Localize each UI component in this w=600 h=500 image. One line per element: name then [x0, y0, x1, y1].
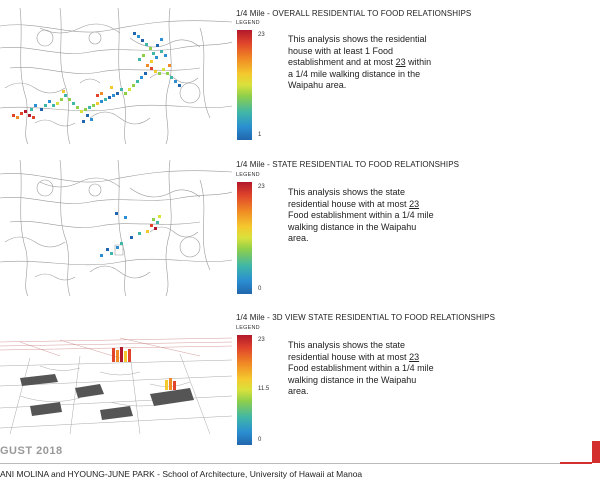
panel-title-overall: 1/4 Mile - OVERALL RESIDENTIAL TO FOOD RELATIONSHIPS	[236, 9, 472, 18]
legend-mid-3d: 11.5	[258, 386, 270, 392]
corner-accent-block	[592, 441, 600, 463]
panel-title-3d: 1/4 Mile - 3D VIEW STATE RESIDENTIAL TO FOOD RELATIONSHIPS	[236, 313, 496, 322]
legend-label-overall: LEGEND	[236, 20, 260, 26]
panel-title-state: 1/4 Mile - STATE RESIDENTIAL TO FOOD RELATIONSHIPS	[236, 160, 460, 169]
corner-accent-line	[560, 462, 592, 464]
description-state-text-b: Food establishment within a 1/4 mile walking distance in the Waipahu area.	[288, 210, 434, 244]
footer-credit: ANI MOLINA and HYOUNG-JUNE PARK - School of Architecture, University of Hawaii at Manoa	[0, 469, 363, 479]
legend-gradient-overall	[237, 30, 252, 140]
legend-max-3d: 23	[258, 337, 265, 343]
map-state-residential	[0, 160, 232, 296]
description-3d-text-a: This analysis shows the state residential house with at most	[288, 340, 410, 362]
legend-gradient-state	[237, 182, 252, 294]
description-overall-text-a: This analysis shows the residential house with at least 1 Food establishment and at most	[288, 34, 427, 68]
legend-label-3d: LEGEND	[236, 325, 260, 331]
description-overall	[288, 34, 438, 92]
legend-max-overall: 23	[258, 32, 265, 38]
footer-date: GUST 2018	[0, 445, 63, 457]
legend-min-3d: 0	[258, 437, 262, 443]
legend-min-state: 0	[258, 286, 262, 292]
description-state	[288, 187, 438, 245]
legend-max-state: 23	[258, 184, 265, 190]
description-overall-text-b: within a 1/4 mile walking distance in the Waipahu area.	[288, 57, 432, 91]
description-3d-underlined: 23	[409, 351, 420, 362]
legend-label-state: LEGEND	[236, 172, 260, 178]
description-state-text-a: This analysis shows the state residential house with at most	[288, 187, 410, 209]
map-overall-residential	[0, 8, 232, 144]
description-state-underlined: 23	[409, 198, 420, 209]
description-3d	[288, 340, 438, 398]
legend-gradient-3d	[237, 335, 252, 445]
description-3d-text-b: Food establishment within a 1/4 mile walking distance in the Waipahu area.	[288, 363, 434, 397]
footer-divider	[0, 463, 572, 464]
map-3d-state-residential	[0, 336, 232, 434]
description-overall-underlined: 23	[395, 57, 406, 68]
legend-min-overall: 1	[258, 132, 262, 138]
